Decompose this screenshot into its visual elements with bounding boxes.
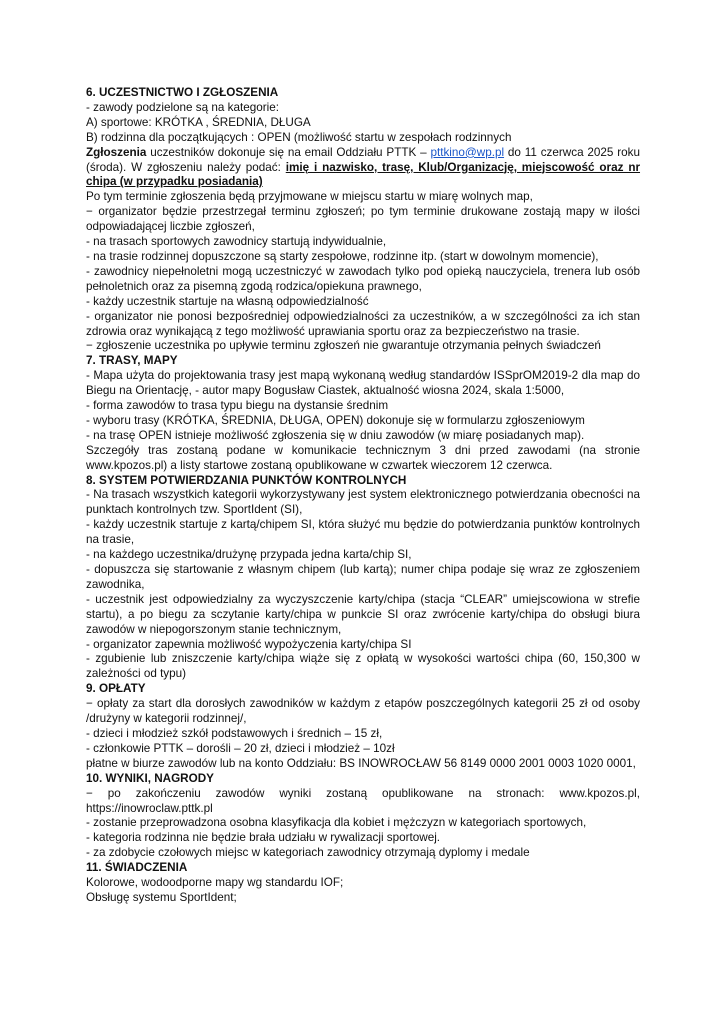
paragraph: - forma zawodów to trasa typu biegu na dystansie średnim [86,399,389,413]
paragraph: - na trasę OPEN istnieje możliwość zgłoszenia się w dniu zawodów (w miarę posiadanych map). [86,428,585,442]
bank-account-paragraph: płatne w biurze zawodów lub na konto Oddziału: BS INOWROCŁAW 56 8149 0000 2001 0003 1020 0001, [86,756,636,770]
section-heading: 9. OPŁATY [86,682,146,696]
section-10 [86,772,640,861]
paragraph: B) rodzinna dla początkujących : OPEN (możliwość startu w zespołach rodzinnych [86,130,512,144]
paragraph: - zawodnicy niepełnoletni mogą uczestniczyć w zawodach tylko pod opieką nauczyciela, trenera lub osób pełnoletnich oraz za pisemną zgodą rodzica/opiekuna prawnego, [86,264,640,293]
paragraph: - organizator zapewnia możliwość wypożyczenia karty/chipa SI [86,637,412,651]
paragraph: - dopuszcza się startowanie z własnym chipem (lub kartą); numer chipa podaje się wraz ze zgłoszeniem zawodnika, [86,563,640,591]
paragraph: Po tym terminie zgłoszenia będą przyjmowane w miejscu startu w miarę wolnych map, [86,190,533,204]
paragraph: - uczestnik jest odpowiedzialny za wyczyszczenie karty/chipa (stacja “CLEAR” umiejscowiona w strefie startu), a po biegu za sczytanie karty/chipa w punkcie SI oraz zwrócenie karty/chipa do obsługi biura zawodów w niepogorszonym stanie technicznym, [86,592,640,636]
section-7 [86,354,640,473]
paragraph: - Na trasach wszystkich kategorii wykorzystywany jest system elektronicznego potwierdzania obecności na punktach kontrolnych tzw. SportIdent (SI), [86,488,640,517]
paragraph: - zostanie przeprowadzona osobna klasyfikacja dla kobiet i mężczyzn w kategoriach sportowych, [86,816,587,830]
section-8 [86,474,640,683]
registration-paragraph [86,146,640,191]
email-link[interactable]: pttkino@wp.pl [430,145,505,159]
registration-required-fields: imię i nazwisko, trasę, Klub/Organizację, miejscowość oraz nr chipa (w przypadku posiadania) [86,160,641,189]
document-page [86,86,640,906]
paragraph: - zawody podzielone są na kategorie: [86,100,279,114]
paragraph: - zgubienie lub zniszczenie karty/chipa wiąże się z opłatą w wysokości wartości chipa (60, 150,300 w zależności od typu) [86,652,640,681]
registration-text: uczestników dokonuje się na email Oddziału PTTK – [146,145,431,159]
paragraph: - Mapa użyta do projektowania trasy jest mapą wykonaną według standardów ISSprOM2019-2 dla map do Biegu na Orientację, - autor mapy Bogusław Ciastek, aktualność wiosna 2024, skala 1:5000, [86,369,640,398]
paragraph: − zgłoszenie uczestnika po upływie terminu zgłoszeń nie gwarantuje otrzymania pełnych świadczeń [86,339,601,353]
registration-label: Zgłoszenia [86,145,147,159]
section-11 [86,861,640,906]
paragraph: - członkowie PTTK – dorośli – 20 zł, dzieci i młodzież – 10zł [86,741,395,755]
paragraph: Kolorowe, wodoodporne mapy wg standardu IOF; [86,876,344,890]
section-6 [86,86,640,354]
section-9 [86,682,640,771]
paragraph: Szczegóły tras zostaną podane w komunikacie technicznym 3 dni przed zawodami (na stronie www.kpozos.pl) a listy startowe zostaną opublikowane w czwartek wieczorem 12 czerwca. [86,443,640,472]
paragraph: - wyboru trasy (KRÓTKA, ŚREDNIA, DŁUGA, OPEN) dokonuje się w formularzu zgłoszeniowym [86,413,585,427]
paragraph: - kategoria rodzinna nie będzie brała udziału w rywalizacji sportowej. [86,831,441,845]
paragraph: - na trasach sportowych zawodnicy startują indywidualnie, [86,235,387,249]
section-heading: 11. ŚWIADCZENIA [86,861,188,875]
paragraph: − opłaty za start dla dorosłych zawodników w każdym z etapów poszczególnych kategorii 25 zł od osoby /drużyny w kategorii rodzinnej/, [86,697,640,726]
registration-text-2: do 11 czerwca 2025 roku (środa). W zgłoszeniu należy podać: [86,145,640,174]
paragraph: - każdy uczestnik startuje z kartą/chipem SI, która służyć mu będzie do potwierdzania punktów kontrolnych na trasie, [86,518,640,547]
paragraph: - dzieci i młodzież szkół podstawowych i średnich – 15 zł, [86,726,383,740]
paragraph: - na trasie rodzinnej dopuszczone są starty zespołowe, rodzinne itp. (start w dowolnym momencie), [86,249,599,263]
paragraph: − organizator będzie przestrzegał terminu zgłoszeń; po tym terminie drukowane zostają mapy w ilości odpowiadającej liczbie zgłoszeń, [86,205,640,234]
section-heading: 8. SYSTEM POTWIERDZANIA PUNKTÓW KONTROLNYCH [86,473,407,487]
paragraph: Obsługę systemu SportIdent; [86,890,237,904]
paragraph: A) sportowe: KRÓTKA , ŚREDNIA, DŁUGA [86,115,311,129]
section-heading: 10. WYNIKI, NAGRODY [86,771,214,785]
paragraph: - organizator nie ponosi bezpośredniej odpowiedzialności za uczestników, a w szczególności za ich stan zdrowia oraz wynikającą z tego możliwość uprawiania sportu oraz za bezpieczeństwo na trasie. [86,309,640,338]
section-heading: 6. UCZESTNICTWO I ZGŁOSZENIA [86,86,279,99]
paragraph: - każdy uczestnik startuje na własną odpowiedzialność [86,294,369,308]
paragraph: - za zdobycie czołowych miejsc w kategoriach zawodnicy otrzymają dyplomy i medale [86,846,530,860]
section-heading: 7. TRASY, MAPY [86,354,178,368]
paragraph: − po zakończeniu zawodów wyniki zostaną opublikowane na stronach: www.kpozos.pl, https://inowroclaw.pttk.pl [86,786,640,815]
paragraph: - na każdego uczestnika/drużynę przypada jedna karta/chip SI, [86,548,412,562]
